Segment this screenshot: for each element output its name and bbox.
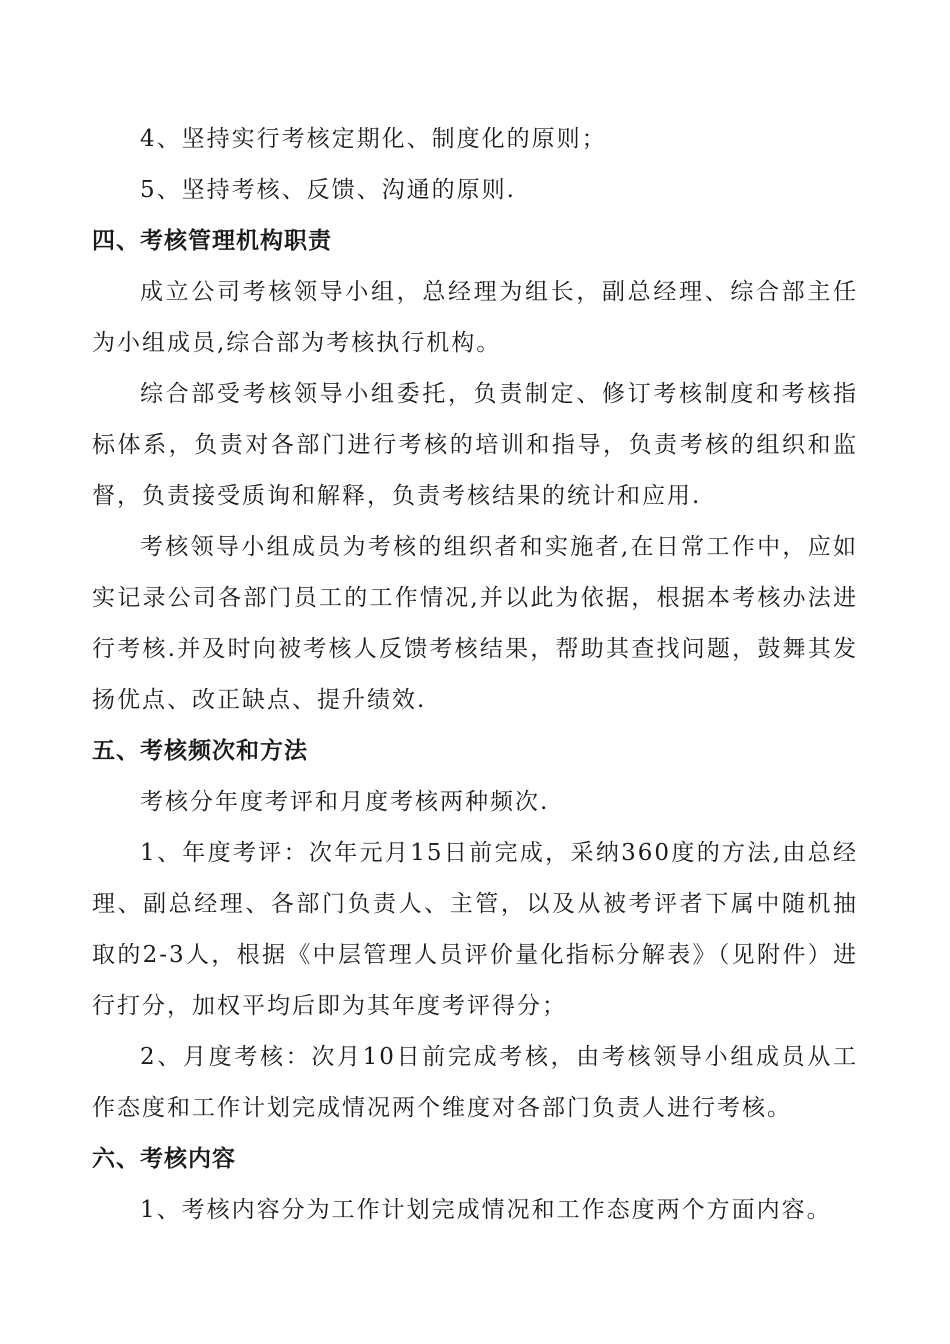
principle-item-4: 4、坚持实行考核定期化、制度化的原则； [140, 126, 607, 152]
body-paragraph: 1、年度考评：次年元月15日前完成，采纳360度的方法,由总经理、副总经理、各部门负责人、主管，以及从被考评者下属中随机抽取的2-3人，根据《中层管理人员评价量化指标分解表》（见附件）进行打分，加权平均后即为其年度考评得分； [92, 840, 858, 1019]
body-paragraph: 考核领导小组成员为考核的组织者和实施者,在日常工作中，应如实记录公司各部门员工的工作情况,并以此为依据，根据本考核办法进行考核.并及时向被考核人反馈考核结果，帮助其查找问题，鼓舞其发扬优点、改正缺点、提升绩效. [92, 534, 858, 713]
section-heading-4: 四、考核管理机构职责 [92, 228, 332, 254]
section-heading-6: 六、考核内容 [92, 1146, 236, 1172]
body-paragraph: 考核分年度考评和月度考核两种频次. [140, 789, 550, 815]
section-heading-5: 五、考核频次和方法 [92, 738, 308, 764]
body-paragraph: 综合部受考核领导小组委托，负责制定、修订考核制度和考核指标体系，负责对各部门进行考核的培训和指导，负责考核的组织和监督，负责接受质询和解释，负责考核结果的统计和应用. [92, 381, 858, 509]
body-paragraph: 1、考核内容分为工作计划完成情况和工作态度两个方面内容。 [140, 1197, 832, 1223]
document-page [92, 114, 858, 1236]
body-paragraph: 2、月度考核：次月10日前完成考核，由考核领导小组成员从工作态度和工作计划完成情况两个维度对各部门负责人进行考核。 [92, 1044, 858, 1121]
principle-item-5: 5、坚持考核、反馈、沟通的原则. [140, 177, 516, 203]
body-paragraph: 成立公司考核领导小组，总经理为组长，副总经理、综合部主任为小组成员,综合部为考核执行机构。 [92, 279, 858, 356]
